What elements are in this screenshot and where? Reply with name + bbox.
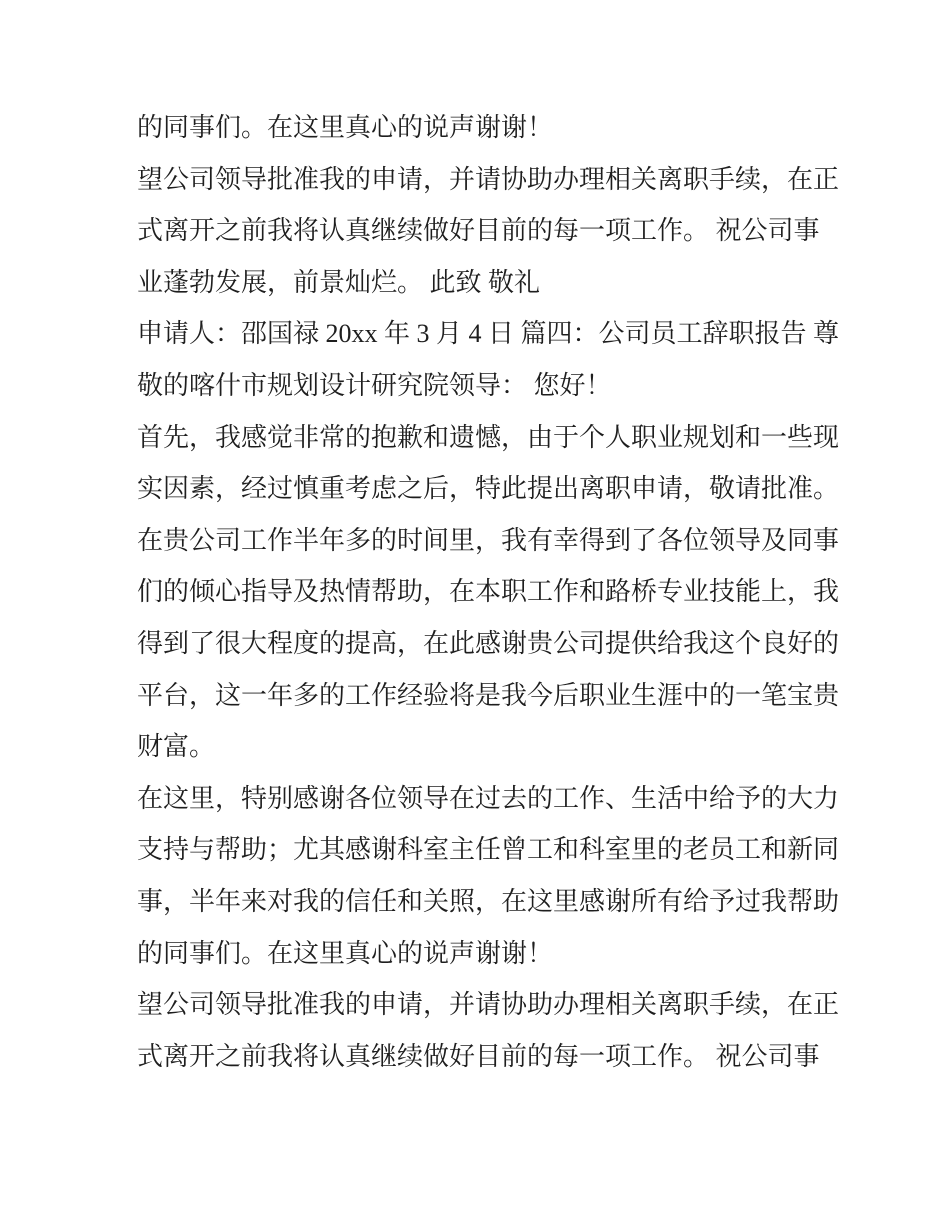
- text-line: 的同事们。在这里真心的说声谢谢！: [137, 938, 554, 968]
- text-line: 得到了很大程度的提高，在此感谢贵公司提供给我这个良好的: [137, 628, 840, 658]
- text-line: 望公司领导批准我的申请，并请协助办理相关离职手续，在正: [137, 990, 840, 1020]
- text-line: 实因素，经过慎重考虑之后，特此提出离职申请，敬请批准。: [137, 474, 840, 504]
- text-line: 支持与帮助；尤其感谢科室主任曾工和科室里的老员工和新同: [137, 835, 840, 865]
- text-line: 事，半年来对我的信任和关照，在这里感谢所有给予过我帮助: [137, 886, 840, 916]
- text-line: 望公司领导批准我的申请，并请协助办理相关离职手续，在正: [137, 164, 840, 194]
- text-line: 式离开之前我将认真继续做好目前的每一项工作。 祝公司事: [137, 216, 820, 246]
- text-line: 的同事们。在这里真心的说声谢谢！: [137, 113, 554, 142]
- text-line: 们的倾心指导及热情帮助，在本职工作和路桥专业技能上，我: [137, 577, 840, 607]
- text-line: 在这里，特别感谢各位领导在过去的工作、生活中给予的大力: [137, 783, 840, 813]
- text-line: 首先，我感觉非常的抱歉和遗憾，由于个人职业规划和一些现: [137, 422, 840, 452]
- text-line: 平台，这一年多的工作经验将是我今后职业生涯中的一笔宝贵: [137, 680, 840, 710]
- document-text-block: [137, 102, 840, 1082]
- text-line: 业蓬勃发展，前景灿烂。 此致 敬礼: [137, 267, 541, 297]
- text-line: 在贵公司工作半年多的时间里，我有幸得到了各位领导及同事: [137, 525, 840, 555]
- text-line: 敬的喀什市规划设计研究院领导： 您好！: [137, 370, 612, 400]
- text-line: 财富。: [137, 732, 216, 762]
- text-line: 式离开之前我将认真继续做好目前的每一项工作。 祝公司事: [137, 1041, 820, 1071]
- text-line: 申请人：邵国禄 20xx 年 3 月 4 日 篇四：公司员工辞职报告 尊: [137, 319, 840, 349]
